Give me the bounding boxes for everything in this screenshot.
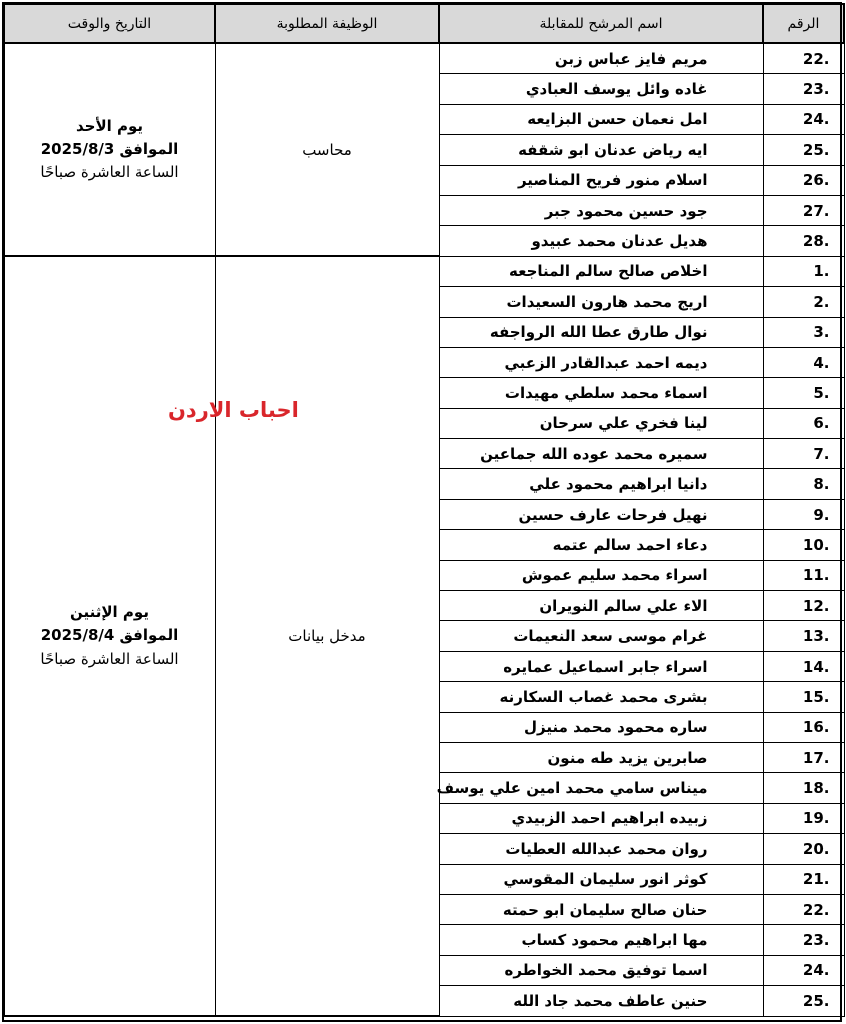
candidate-name: ميناس سامي محمد امين علي يوسف [439,773,763,803]
row-number: .15 [763,682,844,712]
row-number: .8 [763,469,844,499]
candidate-name: نوال طارق عطا الله الرواجفه [439,317,763,347]
row-number: .26 [763,165,844,195]
candidate-name: حنين عاطف محمد جاد الله [439,986,763,1016]
row-number: .14 [763,651,844,681]
candidate-name: الاء علي سالم النويران [439,591,763,621]
row-number: .24 [763,955,844,985]
candidate-name: صابرين يزيد طه منون [439,742,763,772]
interview-time: الساعة العاشرة صباحًا [40,163,179,182]
candidate-name: ساره محمود محمد منيزل [439,712,763,742]
row-number: .7 [763,439,844,469]
header-number: الرقم [763,4,844,43]
interview-date: الموافق 2025/8/3 [40,139,179,158]
row-number: .2 [763,287,844,317]
candidate-name: غاده وائل يوسف العبادي [439,74,763,104]
row-number: .20 [763,834,844,864]
header-candidate-name: اسم المرشح للمقابلة [439,4,763,43]
interview-day: يوم الأحد [75,116,144,135]
row-number: .25 [763,986,844,1016]
row-number: .23 [763,74,844,104]
candidate-name: اخلاص صالح سالم المناجعه [439,256,763,286]
table-row [4,43,844,74]
row-number: .27 [763,195,844,225]
candidate-name: امل نعمان حسن البزايعه [439,104,763,134]
candidate-name: روان محمد عبدالله العطيات [439,834,763,864]
header-row [4,4,844,43]
row-number: .11 [763,560,844,590]
candidate-name: بشرى محمد غصاب السكارنه [439,682,763,712]
row-number: .22 [763,894,844,924]
candidate-name: نهيل فرحات عارف حسين [439,499,763,529]
row-number: .3 [763,317,844,347]
row-number: .19 [763,803,844,833]
schedule-body [4,43,844,1016]
interview-datetime [4,43,215,256]
candidate-name: جود حسين محمود جبر [439,195,763,225]
row-number: .18 [763,773,844,803]
row-number: .28 [763,226,844,256]
candidate-name: غرام موسى سعد النعيمات [439,621,763,651]
interview-schedule-table [3,3,845,1017]
candidate-name: اسراء جابر اسماعيل عمايره [439,651,763,681]
candidate-name: زبيده ابراهيم احمد الزبيدي [439,803,763,833]
candidate-name: كوثر انور سليمان المقوسي [439,864,763,894]
row-number: .12 [763,591,844,621]
header-datetime: التاريخ والوقت [4,4,215,43]
candidate-name: هديل عدنان محمد عبيدو [439,226,763,256]
job-title: محاسب [215,43,439,256]
candidate-name: لينا فخري علي سرحان [439,408,763,438]
row-number: .25 [763,135,844,165]
candidate-name: اسلام منور فريح المناصير [439,165,763,195]
row-number: .4 [763,347,844,377]
candidate-name: مريم فايز عباس زبن [439,43,763,74]
job-title: مدخل بيانات [215,256,439,1016]
row-number: .16 [763,712,844,742]
candidate-name: اسما توفيق محمد الخواطره [439,955,763,985]
interview-datetime [4,256,215,1016]
row-number: .22 [763,43,844,74]
candidate-name: اسراء محمد سليم عموش [439,560,763,590]
candidate-name: ايه رياض عدنان ابو شقفه [439,135,763,165]
candidate-name: دانيا ابراهيم محمود علي [439,469,763,499]
candidate-name: سميره محمد عوده الله جماعين [439,439,763,469]
row-number: .1 [763,256,844,286]
row-number: .17 [763,742,844,772]
candidate-name: دعاء احمد سالم عتمه [439,530,763,560]
row-number: .21 [763,864,844,894]
header-job: الوظيفة المطلوبة [215,4,439,43]
row-number: .10 [763,530,844,560]
row-number: .23 [763,925,844,955]
candidate-name: اسماء محمد سلطي مهيدات [439,378,763,408]
candidate-name: حنان صالح سليمان ابو حمته [439,894,763,924]
row-number: .13 [763,621,844,651]
watermark-text: احباب الاردن [168,398,299,422]
interview-day: يوم الإثنين [70,603,149,622]
row-number: .5 [763,378,844,408]
row-number: .9 [763,499,844,529]
row-number: .24 [763,104,844,134]
candidate-name: اريج محمد هارون السعيدات [439,287,763,317]
table-row [4,256,844,286]
interview-date: الموافق 2025/8/4 [40,626,179,645]
candidate-name: مها ابراهيم محمود كساب [439,925,763,955]
candidate-name: ديمه احمد عبدالقادر الزعبي [439,347,763,377]
row-number: .6 [763,408,844,438]
interview-time: الساعة العاشرة صباحًا [40,649,179,668]
